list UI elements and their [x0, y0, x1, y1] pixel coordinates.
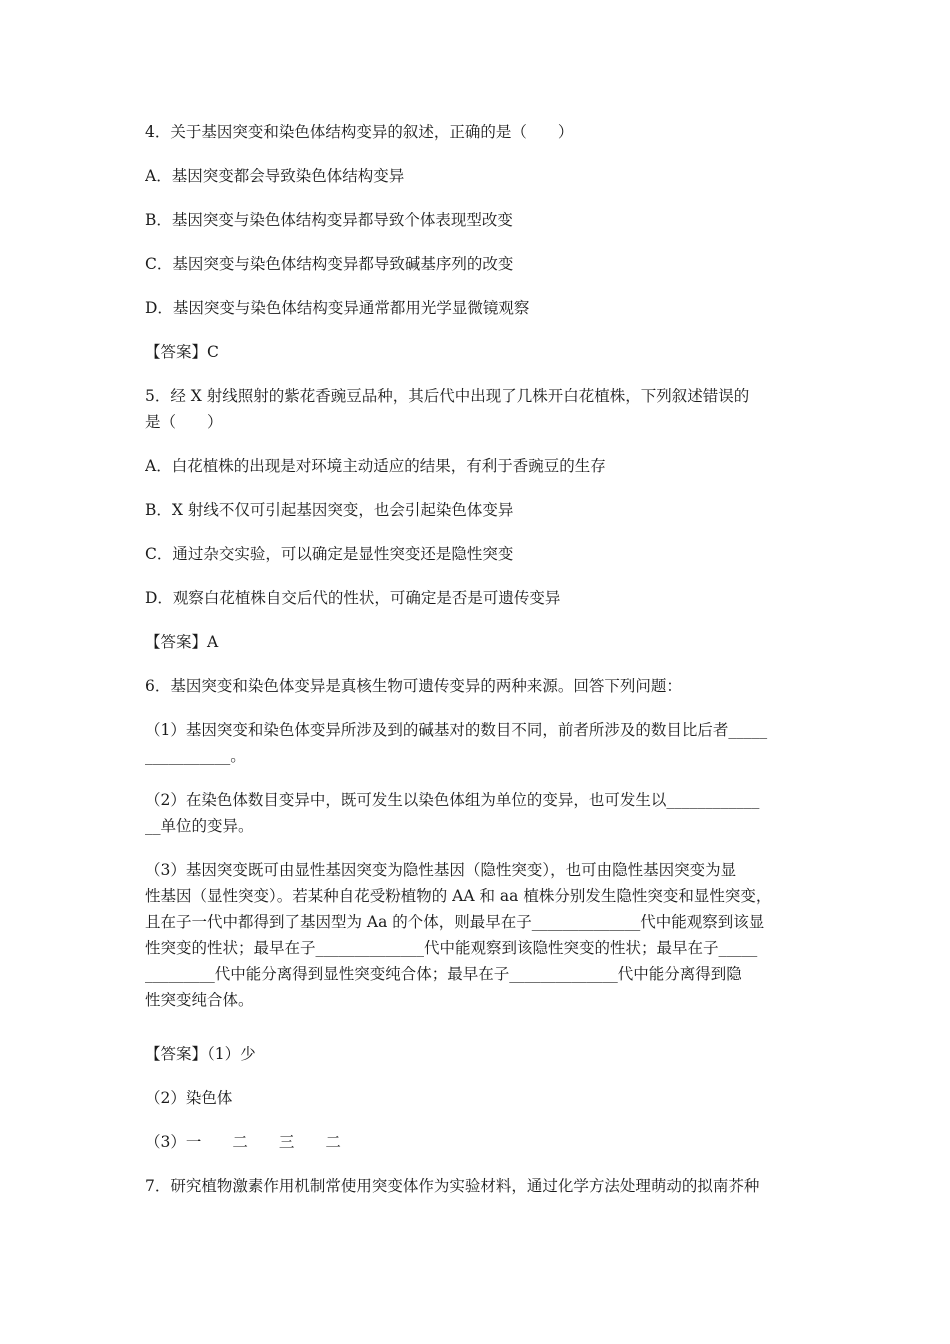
q4-option-d: D．基因突变与染色体结构变异通常都用光学显微镜观察 — [145, 299, 530, 317]
q5-stem-line2: 是（ ） — [145, 413, 223, 431]
q6-part2-line1: （2）在染色体数目变异中，既可发生以染色体组为单位的变异，也可发生以____________ — [145, 791, 760, 809]
q4-option-b: B．基因突变与染色体结构变异都导致个体表现型改变 — [145, 211, 513, 229]
q6-part2-line2: __单位的变异。 — [145, 817, 254, 835]
q4-option-a: A．基因突变都会导致染色体结构变异 — [145, 167, 405, 185]
q5-answer: 【答案】A — [145, 633, 219, 651]
q6-answer-line2: （2）染色体 — [145, 1089, 233, 1107]
q6-part3-line3: 且在子一代中都得到了基因型为 Aa 的个体，则最早在子______________代中能观察到该显 — [145, 913, 765, 931]
q6-answer-line3: （3）一 二 三 二 — [145, 1133, 341, 1151]
q6-answer-line1: 【答案】（1）少 — [145, 1045, 256, 1063]
q5-stem-line1: 5．经 X 射线照射的紫花香豌豆品种，其后代中出现了几株开白花植株，下列叙述错误的 — [145, 387, 750, 405]
q5-option-a: A．白花植株的出现是对环境主动适应的结果，有利于香豌豆的生存 — [145, 457, 606, 475]
q6-part3-line2: 性基因（显性突变）。若某种自花受粉植物的 AA 和 aa 植株分别发生隐性突变和显性突变， — [145, 887, 772, 905]
q4-stem: 4．关于基因突变和染色体结构变异的叙述，正确的是（ ） — [145, 123, 574, 141]
q5-option-d: D．观察白花植株自交后代的性状，可确定是否是可遗传变异 — [145, 589, 561, 607]
q4-option-c: C．基因突变与染色体结构变异都导致碱基序列的改变 — [145, 255, 514, 273]
q6-part3-line1: （3）基因突变既可由显性基因突变为隐性基因（隐性突变），也可由隐性基因突变为显 — [145, 861, 737, 879]
q5-option-b: B．X 射线不仅可引起基因突变，也会引起染色体变异 — [145, 501, 514, 519]
q6-part1-line1: （1）基因突变和染色体变异所涉及到的碱基对的数目不同，前者所涉及的数目比后者_____ — [145, 721, 768, 739]
q6-part1-line2: ___________。 — [145, 747, 246, 765]
q6-stem: 6．基因突变和染色体变异是真核生物可遗传变异的两种来源。回答下列问题： — [145, 677, 682, 695]
q6-part3-line4: 性突变的性状；最早在子______________代中能观察到该隐性突变的性状；最早在子_____ — [145, 939, 758, 957]
q6-part3-line6: 性突变纯合体。 — [145, 991, 254, 1009]
q6-part3-line5: _________代中能分离得到显性突变纯合体；最早在子______________代中能分离得到隐 — [145, 965, 742, 983]
q5-option-c: C．通过杂交实验，可以确定是显性突变还是隐性突变 — [145, 545, 514, 563]
q7-stem-line1: 7．研究植物激素作用机制常使用突变体作为实验材料，通过化学方法处理萌动的拟南芥种 — [145, 1177, 760, 1195]
q4-answer: 【答案】C — [145, 343, 219, 361]
